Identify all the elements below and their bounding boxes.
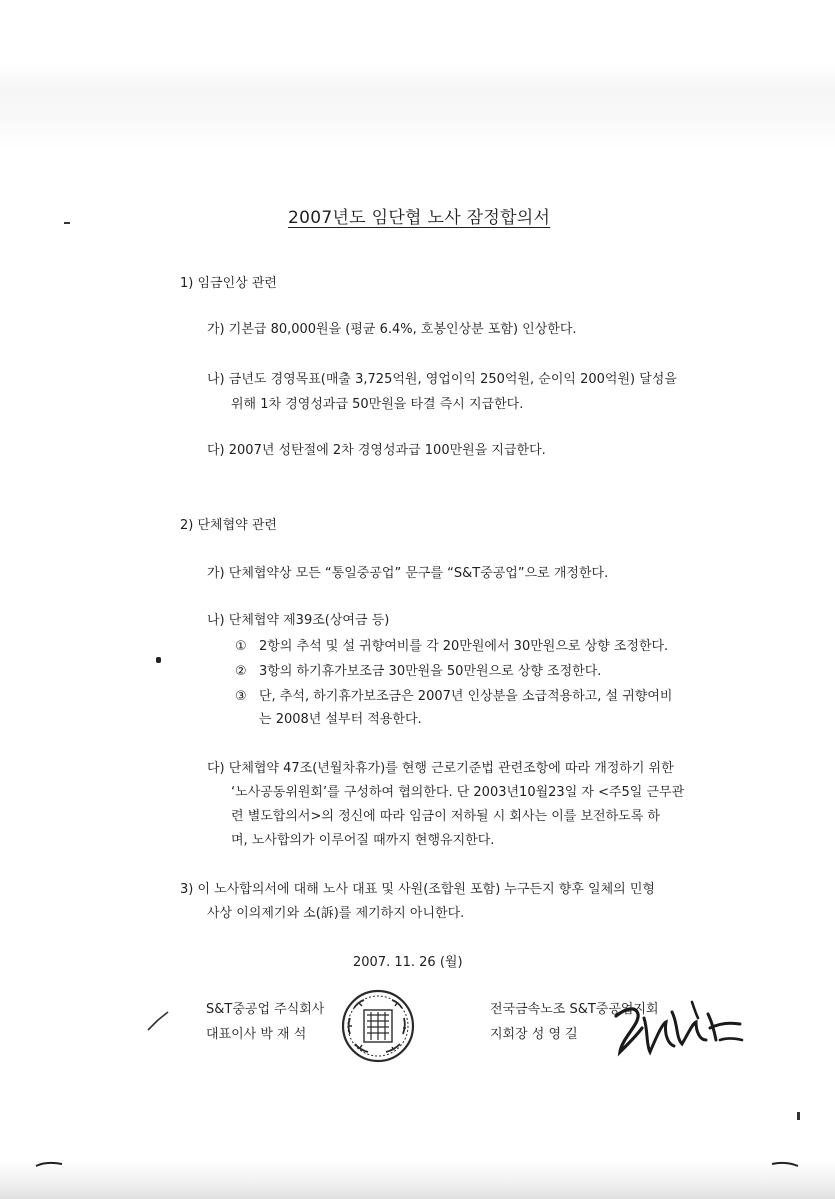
- scan-speck: [797, 1112, 800, 1120]
- section1-item-b-line2: 위해 1차 경영성과급 50만원을 타결 즉시 지급한다.: [231, 397, 524, 412]
- section2-item-c-line4: 며, 노사합의가 이루어질 때까지 현행유지한다.: [231, 833, 495, 848]
- circled-number-1: ①: [235, 639, 247, 654]
- scan-shadow-bottom: [0, 1160, 835, 1199]
- company-name: S&T중공업 주식회사: [206, 1002, 325, 1017]
- scan-shadow-top: [0, 60, 835, 150]
- scan-speck: [156, 657, 161, 663]
- document-date: 2007. 11. 26 (월): [353, 955, 463, 970]
- section2-item-c-line1: 다) 단체협약 47조(년월차휴가)를 현행 근로기준법 관련조항에 따라 개정하기 위한: [207, 761, 674, 776]
- section2-sub1: 2항의 추석 및 설 귀향여비를 각 20만원에서 30만원으로 상향 조정한다.: [259, 639, 669, 654]
- scan-edge-mark: [770, 1160, 800, 1170]
- handwritten-signature: [608, 994, 748, 1064]
- union-representative: 지회장 성 영 길: [490, 1027, 578, 1042]
- section2-item-b-heading: 나) 단체협약 제39조(상여금 등): [207, 613, 390, 628]
- section2-item-a: 가) 단체협약상 모든 “통일중공업” 문구를 “S&T중공업”으로 개정한다.: [207, 566, 609, 581]
- section3-line1: 3) 이 노사합의서에 대해 노사 대표 및 사원(조합원 포함) 누구든지 향후 일체의 민형: [180, 882, 655, 897]
- section1-heading: 1) 임금인상 관련: [180, 276, 277, 291]
- scan-edge-mark: [34, 1160, 64, 1170]
- section2-sub3-line1: 단, 추석, 하기휴가보조금은 2007년 인상분을 소급적용하고, 설 귀향여비: [259, 689, 673, 704]
- pen-tick-mark: [146, 1010, 170, 1032]
- scan-speck: [64, 222, 70, 224]
- section2-item-c-line2: ‘노사공동위원회’를 구성하여 협의한다. 단 2003년10월23일 자 <주5일 근무관: [231, 785, 685, 800]
- section2-sub2: 3항의 하기휴가보조금 30만원을 50만원으로 상향 조정한다.: [259, 664, 602, 679]
- circled-number-2: ②: [235, 664, 247, 679]
- circled-number-3: ③: [235, 689, 247, 704]
- union-name: 전국금속노조 S&T중공업지회: [490, 1002, 659, 1017]
- company-seal-stamp: [340, 988, 416, 1064]
- section2-item-c-line3: 련 별도합의서>의 정신에 따라 임금이 저하될 시 회사는 이를 보전하도록 하: [231, 809, 660, 824]
- company-representative: 대표이사 박 재 석: [206, 1027, 307, 1042]
- document-title: 2007년도 임단협 노사 잠정합의서: [288, 208, 551, 228]
- section1-item-c: 다) 2007년 성탄절에 2차 경영성과급 100만원을 지급한다.: [207, 443, 546, 458]
- section2-sub3-line2: 는 2008년 설부터 적용한다.: [259, 712, 422, 727]
- section2-heading: 2) 단체협약 관련: [180, 518, 277, 533]
- section1-item-a: 가) 기본급 80,000원을 (평균 6.4%, 호봉인상분 포함) 인상한다.: [207, 322, 577, 337]
- section1-item-b-line1: 나) 금년도 경영목표(매출 3,725억원, 영업이익 250억원, 순이익 200억원) 달성을: [207, 372, 677, 387]
- section3-line2: 사상 이의제기와 소(訴)를 제기하지 아니한다.: [207, 906, 465, 921]
